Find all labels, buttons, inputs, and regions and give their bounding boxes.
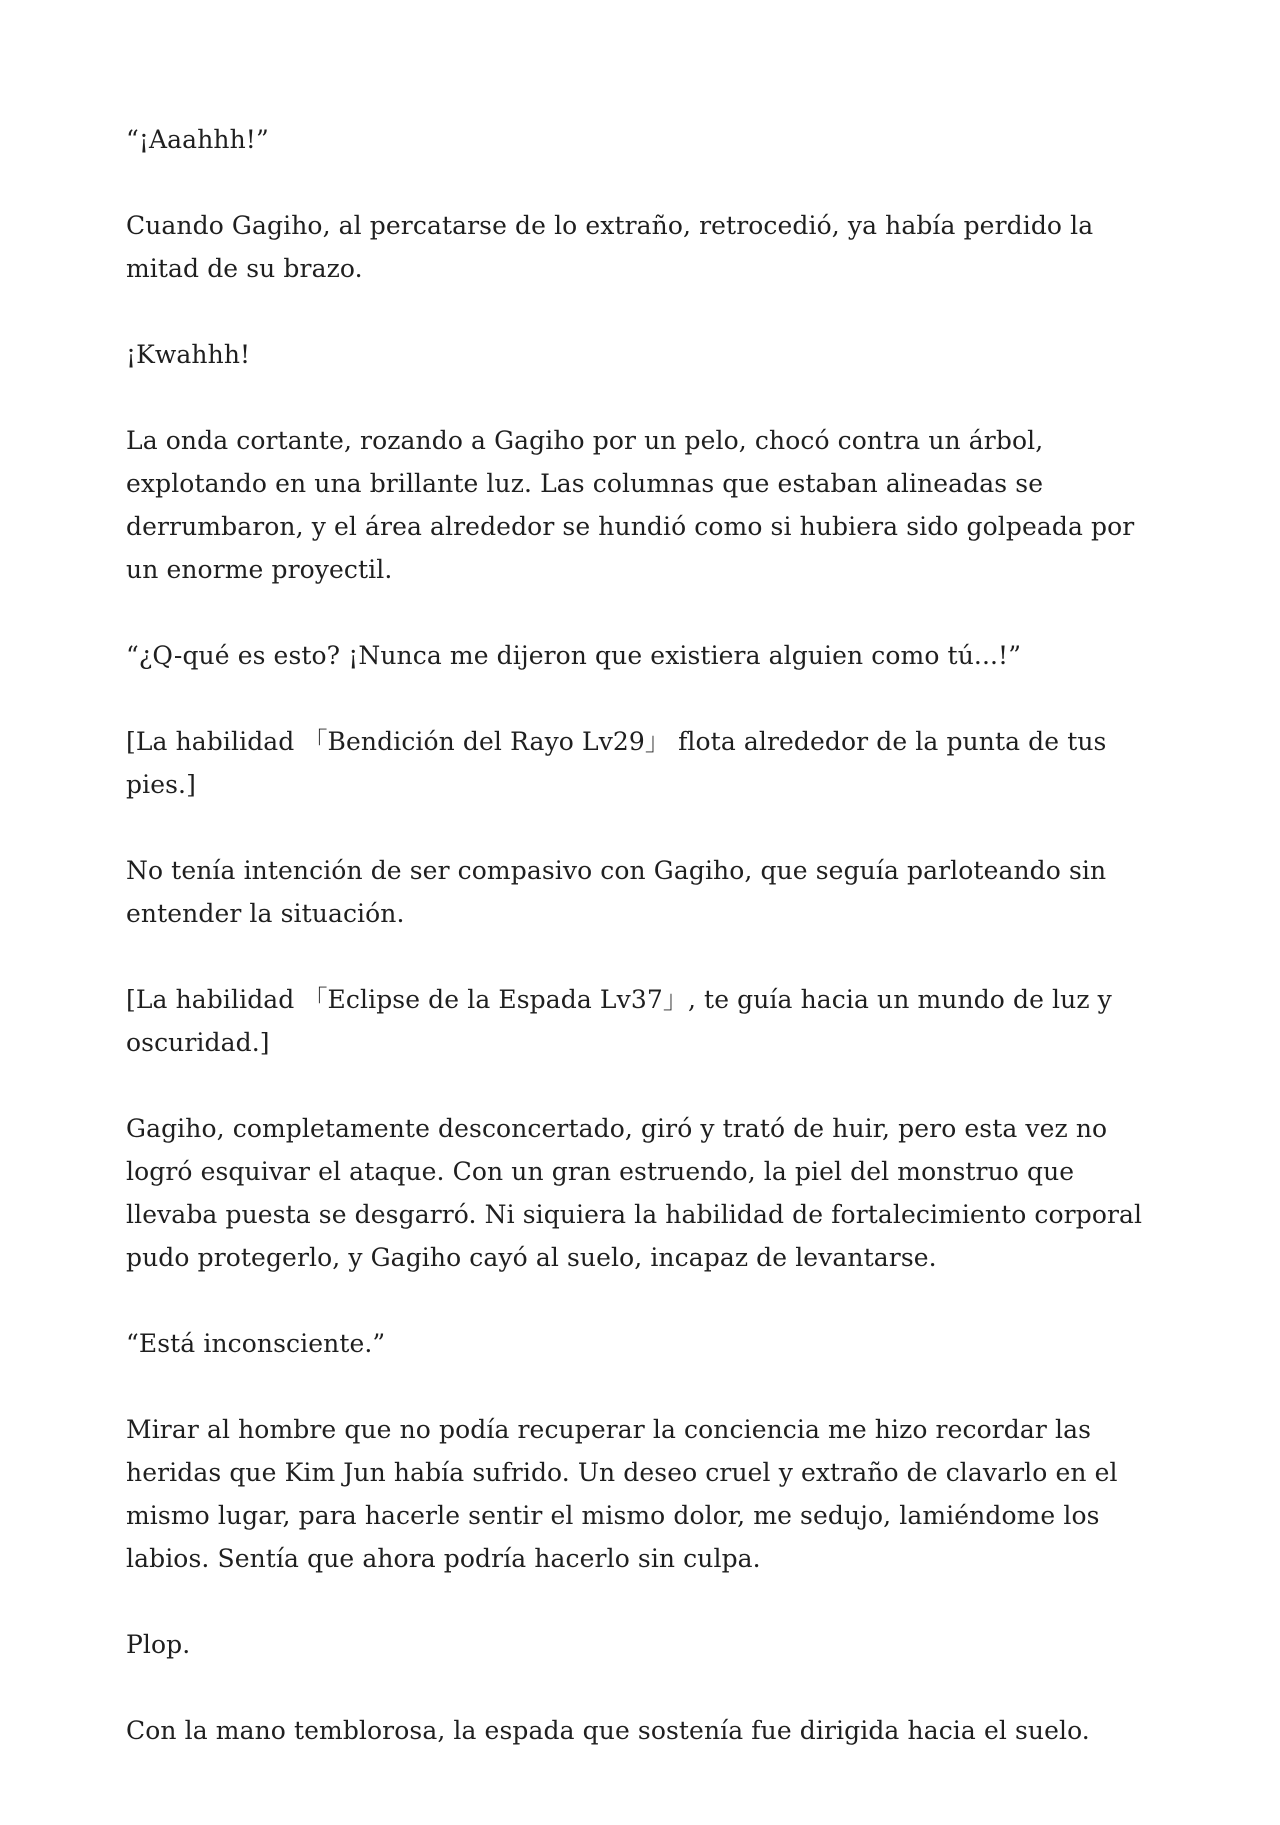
paragraph-gagiho-falls: Gagiho, completamente desconcertado, giró y trató de huir, pero esta vez no logró esquivar el ataque. Con un gran estruendo, la piel del monstruo que llevaba puesta se desgarró. Ni siquiera la habilidad de fortalecimiento corporal pudo protegerlo, y Gagiho cayó al suelo, incapaz de levantarse. [126,1114,1143,1272]
paragraph-no-mercy: No tenía intención de ser compasivo con Gagiho, que seguía parloteando sin entender la situación. [126,856,1107,928]
paragraph-shockwave: La onda cortante, rozando a Gagiho por un pelo, chocó contra un árbol, explotando en una brillante luz. Las columnas que estaban alineadas se derrumbaron, y el área alrededor se hundió como si hubiera sido golpeada por un enorme proyectil. [126,426,1135,584]
paragraph-dialogue-question: “¿Q-qué es esto? ¡Nunca me dijeron que existiera alguien como tú...!” [126,641,1022,670]
paragraph-trembling-hand: Con la mano temblorosa, la espada que sostenía fue dirigida hacia el suelo. [126,1716,1090,1745]
paragraph-arm-lost: Cuando Gagiho, al percatarse de lo extraño, retrocedió, ya había perdido la mitad de su brazo. [126,211,1094,283]
paragraph-skill-lightning: [La habilidad 「Bendición del Rayo Lv29」 flota alrededor de la punta de tus pies.] [126,727,1107,799]
document-page [126,118,1156,1795]
paragraph-scream: “¡Aaahhh!” [126,125,269,154]
paragraph-unconscious: “Está inconsciente.” [126,1329,386,1358]
paragraph-cruel-desire: Mirar al hombre que no podía recuperar la conciencia me hizo recordar las heridas que Kim Jun había sufrido. Un deseo cruel y extraño de clavarlo en el mismo lugar, para hacerle sentir el mismo dolor, me sedujo, lamiéndome los labios. Sentía que ahora podría hacerlo sin culpa. [126,1415,1118,1573]
paragraph-plop: Plop. [126,1630,191,1659]
paragraph-skill-eclipse: [La habilidad 「Eclipse de la Espada Lv37」, te guía hacia un mundo de luz y oscuridad.] [126,985,1112,1057]
paragraph-kwahhh: ¡Kwahhh! [126,340,251,369]
